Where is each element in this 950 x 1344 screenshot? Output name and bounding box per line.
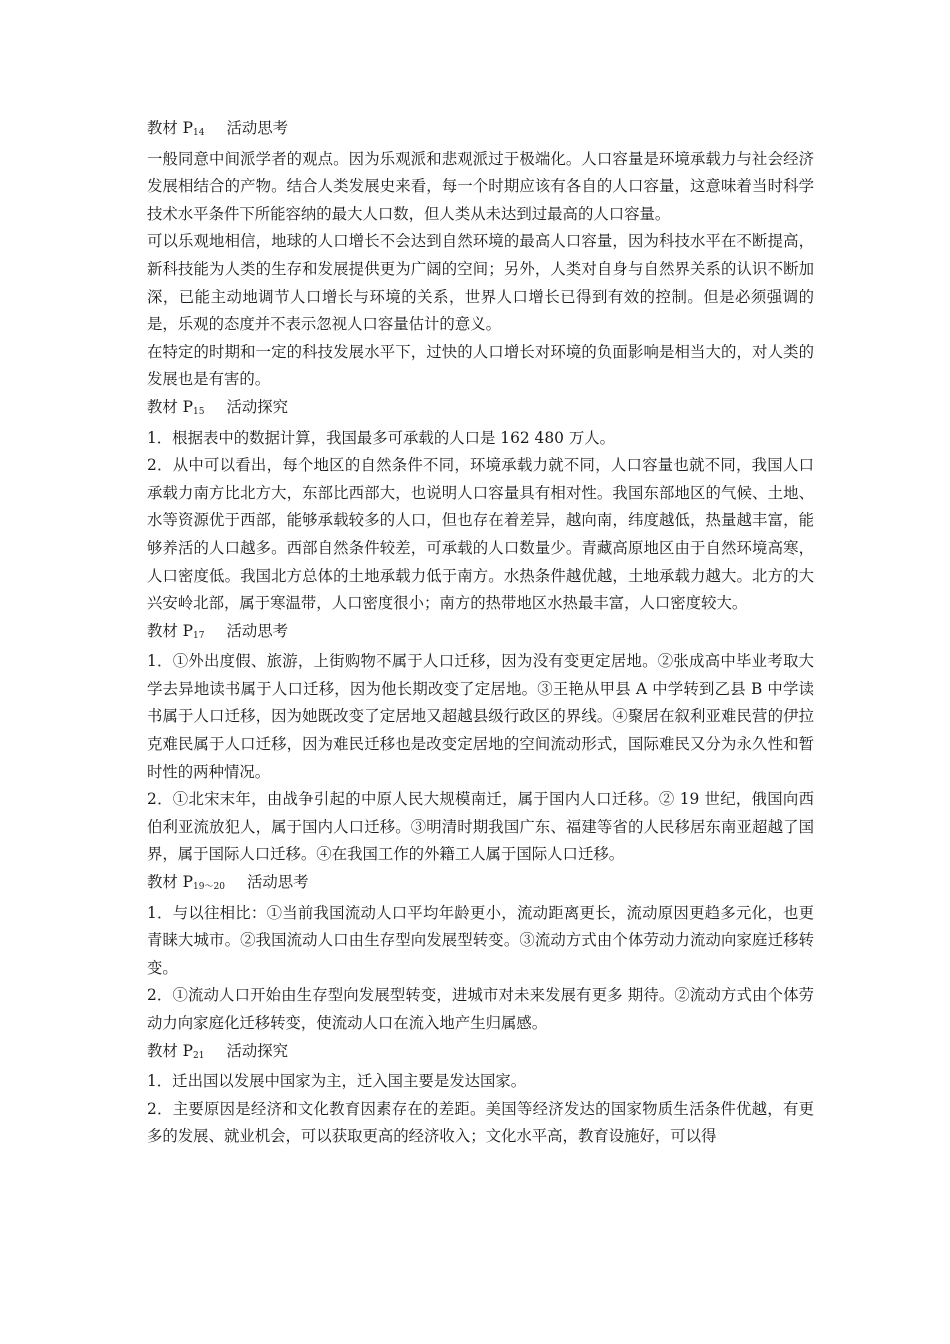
paragraph: 2．①流动人口开始由生存型向发展型转变，进城市对未来发展有更多 期待。②流动方式由个体劳动力向家庭化迁移转变，使流动人口在流入地产生归属感。 bbox=[147, 986, 814, 1032]
heading-prefix: 教材 P bbox=[147, 1041, 194, 1060]
paragraph: 2．从中可以看出，每个地区的自然条件不同，环境承载力就不同，人口容量也就不同，我国人口承载力南方比北方大，东部比西部大，也说明人口容量具有相对性。我国东部地区的气候、土地、水等资源优于西部，能够承载较多的人口，但也存在着差异，越向南，纬度越低，热量越丰富，能够养活的人口越多。西部自然条件较差，可承载的人口数量少。青藏高原地区由于自然环境高寒，人口密度低。我国北方总体的土地承载力低于南方。水热条件越优越，土地承载力越大。北方的大兴安岭北部，属于寒温带，人口密度很小；南方的热带地区水热最丰富，人口密度较大。 bbox=[147, 456, 814, 613]
section-p19-20 bbox=[147, 869, 814, 1038]
section-heading bbox=[147, 618, 814, 649]
section-heading bbox=[147, 394, 814, 425]
section-p21 bbox=[147, 1038, 814, 1151]
paragraph: 1．根据表中的数据计算，我国最多可承载的人口是 162 480 万人。 bbox=[147, 428, 615, 447]
paragraph: 在特定的时期和一定的科技发展水平下，过快的人口增长对环境的负面影响是相当大的，对人类的发展也是有害的。 bbox=[147, 342, 814, 389]
heading-page-number: 17 bbox=[193, 630, 205, 641]
paragraph: 1．迁出国以发展中国家为主，迁入国主要是发达国家。 bbox=[147, 1072, 527, 1091]
heading-title: 活动探究 bbox=[226, 397, 289, 416]
paragraph: 可以乐观地相信，地球的人口增长不会达到自然环境的最高人口容量，因为科技水平在不断提高，新科技能为人类的生存和发展提供更为广阔的空间；另外，人类对自身与自然界关系的认识不断加深，已能主动地调节人口增长与环境的关系，世界人口增长已得到有效的控制。但是必须强调的是，乐观的态度并不表示忽视人口容量估计的意义。 bbox=[147, 232, 814, 334]
heading-prefix: 教材 P bbox=[147, 621, 194, 640]
heading-prefix: 教材 P bbox=[147, 119, 194, 137]
heading-prefix: 教材 P bbox=[147, 397, 194, 416]
section-p17 bbox=[147, 618, 814, 869]
paragraph: 2．①北宋末年，由战争引起的中原人民大规模南迁，属于国内人口迁移。② 19 世纪，俄国向西伯利亚流放犯人，属于国内人口迁移。③明清时期我国广东、福建等省的人民移居东南亚超越了国界，属于国际人口迁移。④在我国工作的外籍工人属于国际人口迁移。 bbox=[147, 790, 814, 864]
section-heading bbox=[147, 115, 814, 146]
heading-page-number: 14 bbox=[193, 128, 205, 138]
heading-page-number: 19～20 bbox=[193, 882, 225, 893]
section-heading bbox=[147, 1038, 814, 1069]
heading-title: 活动思考 bbox=[246, 873, 309, 892]
heading-page-number: 21 bbox=[193, 1050, 205, 1061]
paragraph: 1．与以往相比：①当前我国流动人口平均年龄更小，流动距离更长，流动原因更趋多元化，也更青睐大城市。②我国流动人口由生存型向发展型转变。③流动方式由个体劳动力流动向家庭迁移转变。 bbox=[147, 903, 814, 977]
heading-title: 活动探究 bbox=[226, 1041, 289, 1060]
section-heading bbox=[147, 869, 814, 900]
document-page bbox=[147, 115, 814, 1151]
heading-title: 活动思考 bbox=[226, 621, 289, 640]
section-p14 bbox=[147, 115, 814, 394]
paragraph: 一般同意中间派学者的观点。因为乐观派和悲观派过于极端化。人口容量是环境承载力与社会经济发展相结合的产物。结合人类发展史来看，每一个时期应该有各自的人口容量，这意味着当时科学技术水平条件下所能容纳的最大人口数，但人类从未达到过最高的人口容量。 bbox=[147, 149, 814, 223]
heading-title: 活动思考 bbox=[226, 119, 289, 137]
paragraph: 1．①外出度假、旅游，上街购物不属于人口迁移，因为没有变更定居地。②张成高中毕业考取大学去异地读书属于人口迁移，因为他长期改变了定居地。③王艳从甲县 A 中学转到乙县 B 中学读书属于人口迁移，因为她既改变了定居地又超越县级行政区的界线。④聚居在叙利亚难民营的伊拉克难民属于人口迁移，因为难民迁移也是改变定居地的空间流动形式，国际难民又分为永久性和暂时性的两种情况。 bbox=[147, 652, 814, 781]
paragraph: 2．主要原因是经济和文化教育因素存在的差距。美国等经济发达的国家物质生活条件优越，有更多的发展、就业机会，可以获取更高的经济收入；文化水平高，教育设施好，可以得 bbox=[147, 1099, 814, 1146]
heading-page-number: 15 bbox=[193, 406, 205, 417]
heading-prefix: 教材 P bbox=[147, 873, 194, 892]
section-p15 bbox=[147, 394, 814, 618]
